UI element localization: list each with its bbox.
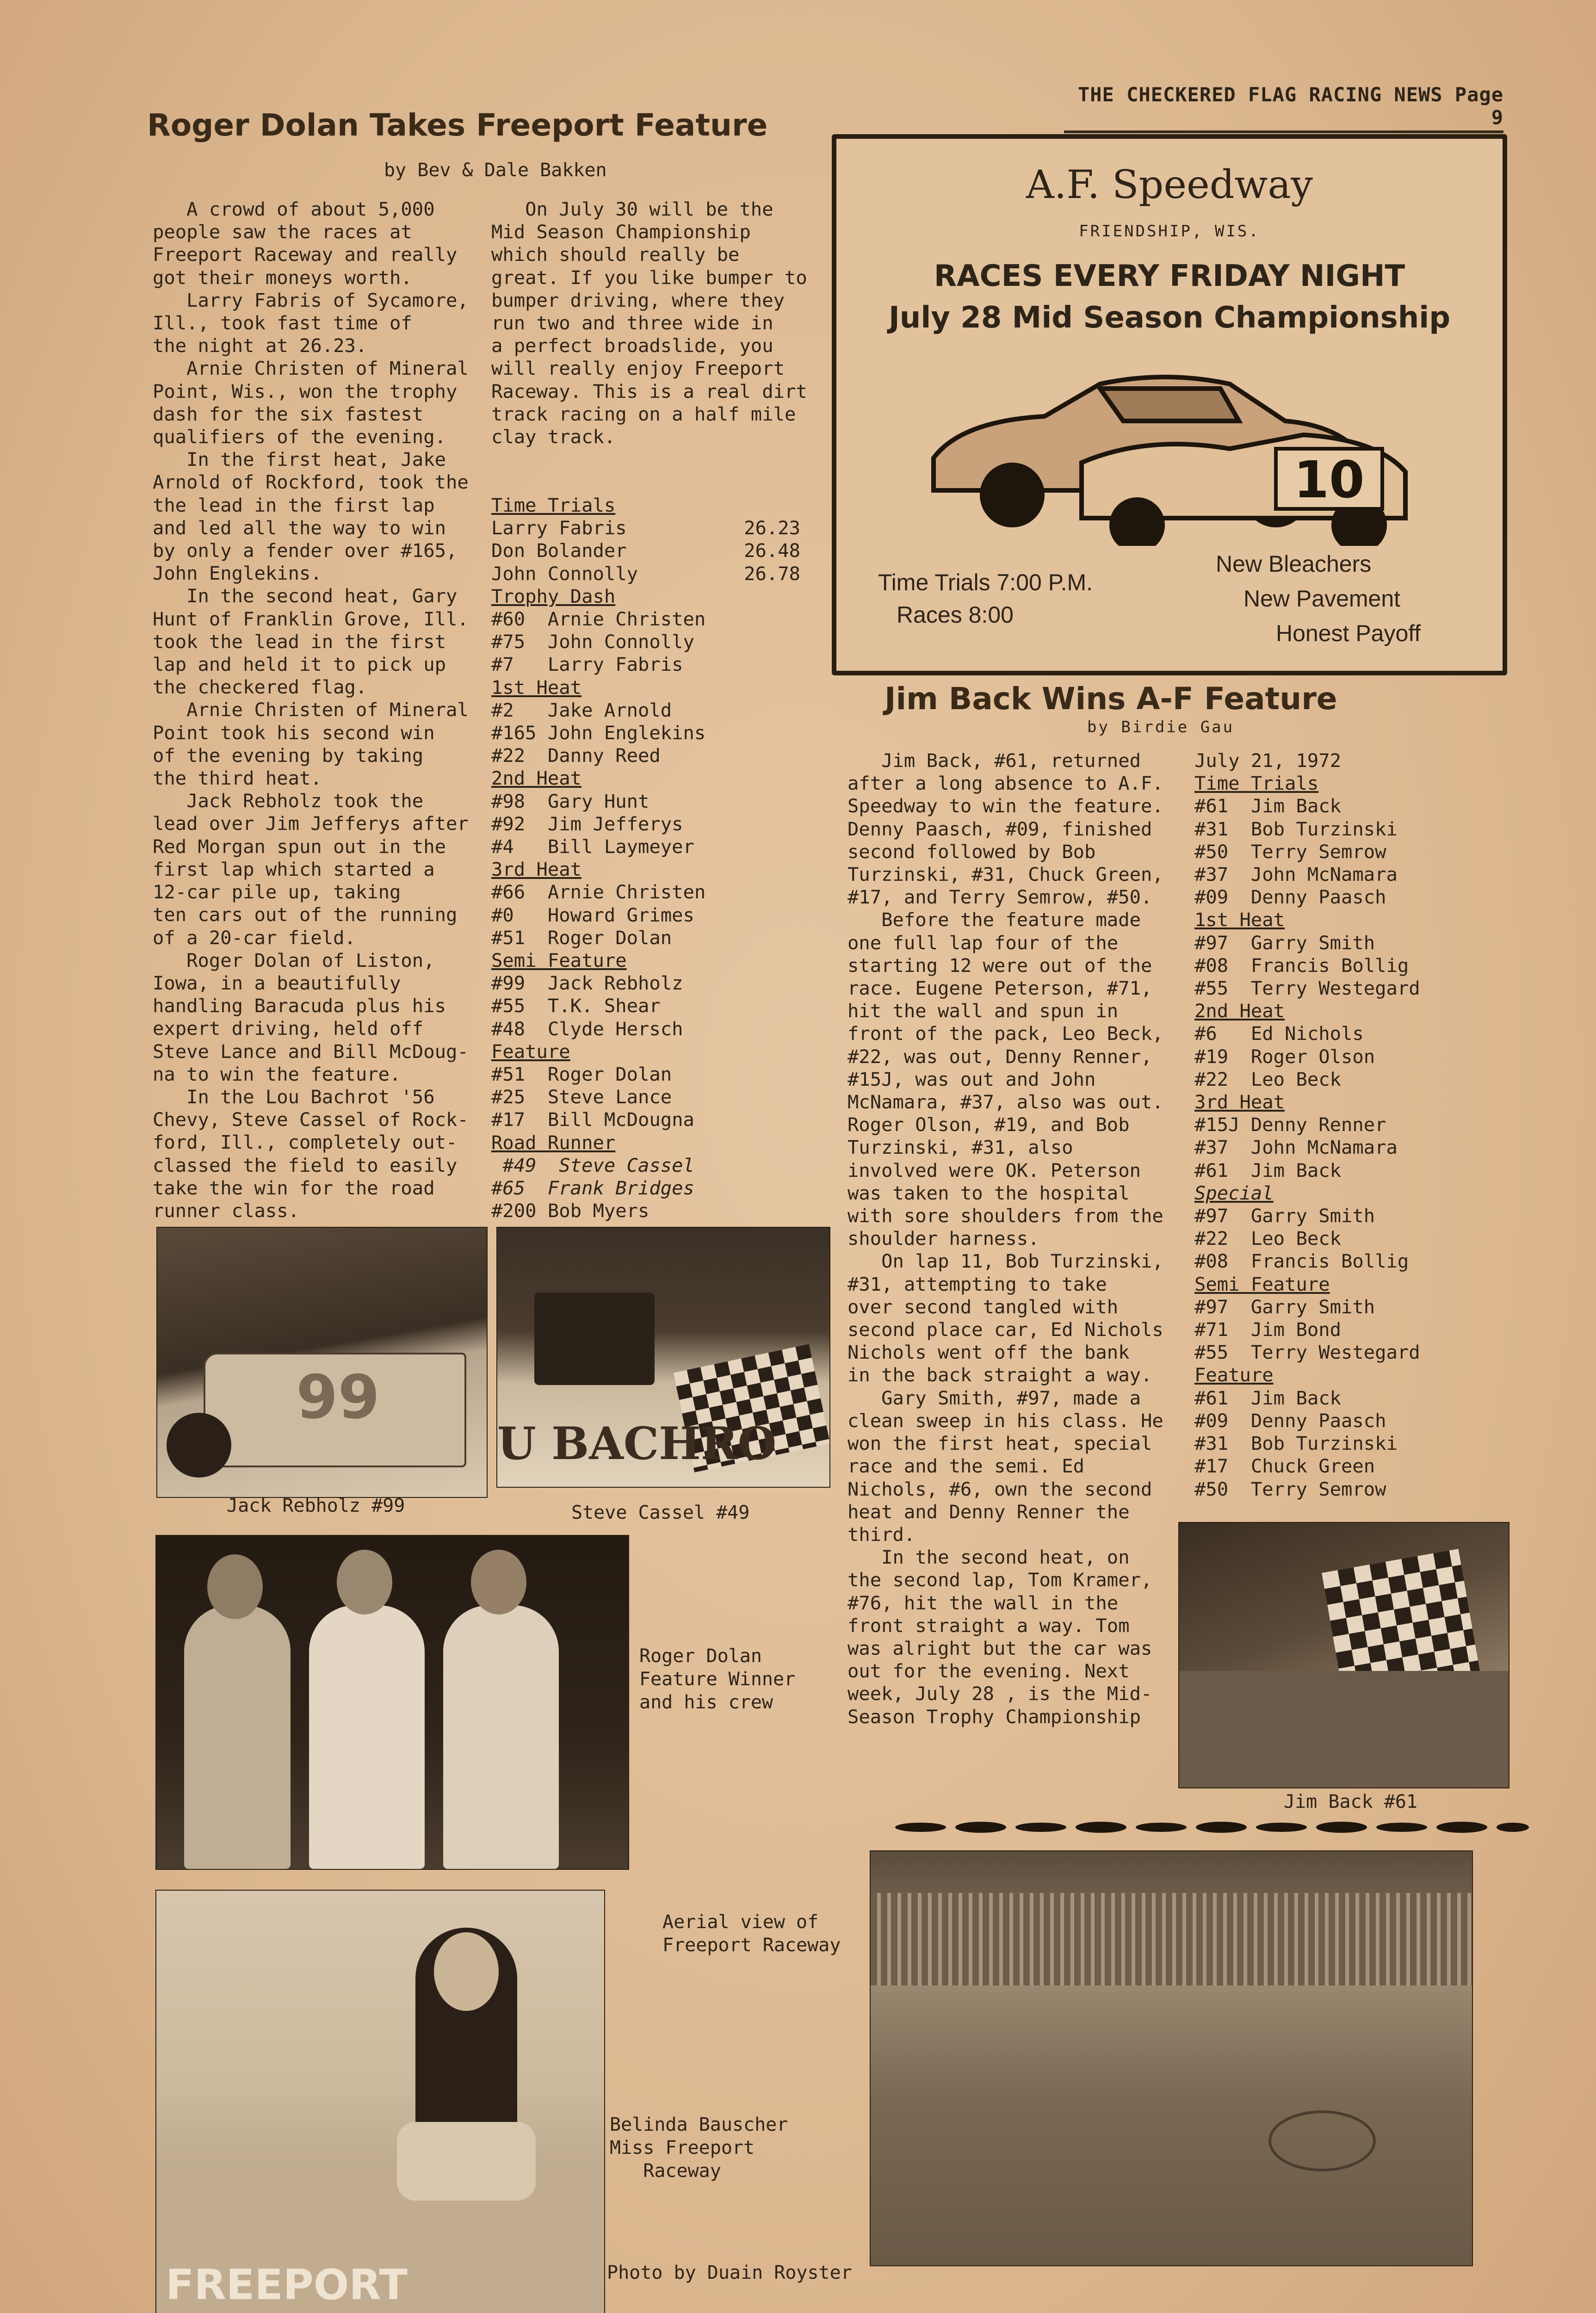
results-text: #50 Terry Semrow xyxy=(1194,840,1386,863)
results-row xyxy=(1194,1227,1500,1250)
text-line: Arnold of Rockford, took the xyxy=(153,471,469,494)
results-text: #50 Terry Semrow xyxy=(1194,1478,1386,1500)
pace-car-freeport-text: FREEPORT xyxy=(166,2261,408,2309)
text-line: and led all the way to win xyxy=(153,516,446,539)
results-text: Time Trials xyxy=(1194,772,1319,795)
results-time: 26.78 xyxy=(744,562,800,585)
results-row xyxy=(491,1108,800,1131)
results-heading xyxy=(1194,1364,1500,1386)
results-row xyxy=(491,1177,800,1200)
text-line: dash for the six fastest xyxy=(153,402,424,425)
results-text: #66 Arnie Christen xyxy=(491,881,706,903)
results-text: #09 Denny Paasch xyxy=(1194,886,1386,909)
results-text: 1st Heat xyxy=(1194,909,1285,931)
text-line: Point took his second win xyxy=(153,721,435,744)
results-text: #25 Steve Lance xyxy=(491,1086,672,1108)
caption-jack-rebholz: Jack Rebholz #99 xyxy=(227,1495,405,1516)
caption-aerial-view: Aerial view of Freeport Raceway xyxy=(662,1911,841,1956)
text-line: Gary Smith, #97, made a xyxy=(847,1386,1141,1409)
results-text: Special xyxy=(1194,1181,1274,1204)
text-line: heat and Denny Renner the xyxy=(847,1500,1130,1523)
results-row xyxy=(1194,1455,1500,1478)
article2-byline: by Birdie Gau xyxy=(1087,718,1235,736)
article1-column1 xyxy=(153,198,469,1222)
results-heading xyxy=(491,676,800,699)
text-line: Before the feature made xyxy=(847,909,1141,931)
results-row xyxy=(491,653,800,676)
text-line: clean sweep in his class. He xyxy=(847,1409,1163,1432)
text-line: John Englekins. xyxy=(153,562,322,585)
results-text: #97 Garry Smith xyxy=(1194,1295,1375,1318)
results-row xyxy=(491,813,800,835)
results-heading xyxy=(1194,1000,1500,1022)
text-line: Larry Fabris of Sycamore, xyxy=(153,289,469,311)
text-line: week, July 28 , is the Mid- xyxy=(847,1682,1152,1705)
ad-new-pavement: New Pavement xyxy=(1243,586,1401,612)
results-time: 26.48 xyxy=(744,539,800,562)
results-row xyxy=(1194,1296,1500,1318)
results-row xyxy=(1194,954,1500,977)
text-line: bumper driving, where they xyxy=(491,289,785,311)
photo-credit: Photo by Duain Royster xyxy=(607,2262,852,2283)
results-text: 3rd Heat xyxy=(1194,1091,1285,1113)
freeport-results xyxy=(491,494,800,1223)
text-line: On July 30 will be the xyxy=(491,198,773,220)
results-text: #51 Roger Dolan xyxy=(491,1063,672,1086)
results-row xyxy=(1194,818,1500,841)
text-line: In the first heat, Jake xyxy=(153,448,446,471)
text-line: qualifiers of the evening. xyxy=(153,426,446,448)
results-text: #08 Francis Bollig xyxy=(1194,1250,1409,1273)
results-text: #22 Leo Beck xyxy=(1194,1227,1341,1250)
text-line: In the second heat, on xyxy=(847,1546,1130,1569)
results-row xyxy=(491,699,800,722)
text-line: by only a fender over #165, xyxy=(153,539,458,562)
results-row xyxy=(1194,1432,1500,1455)
results-text: #55 Terry Westegard xyxy=(1194,1341,1420,1364)
results-text: 2nd Heat xyxy=(491,767,582,790)
results-row xyxy=(491,881,800,903)
results-text: July 21, 1972 xyxy=(1194,749,1341,772)
results-text: #71 Jim Bond xyxy=(1194,1318,1341,1341)
results-text: Road Runner xyxy=(491,1131,616,1154)
text-line: race. Eugene Peterson, #71, xyxy=(847,977,1152,1000)
text-line: was taken to the hospital xyxy=(847,1181,1130,1204)
results-row xyxy=(491,1063,800,1086)
results-heading xyxy=(491,767,800,790)
text-line: handling Baracuda plus his xyxy=(153,995,446,1017)
caption-jim-back: Jim Back #61 xyxy=(1284,1791,1417,1812)
text-line: #31, attempting to take xyxy=(847,1273,1107,1295)
results-heading xyxy=(1194,1273,1500,1296)
photo-jim-back xyxy=(1178,1522,1509,1788)
results-row xyxy=(1194,1387,1500,1410)
text-line: Hunt of Franklin Grove, Ill. xyxy=(153,607,469,630)
results-heading xyxy=(491,1040,800,1063)
results-row xyxy=(1194,1113,1500,1136)
text-line: On lap 11, Bob Turzinski, xyxy=(847,1250,1163,1273)
text-line: runner class. xyxy=(153,1199,299,1222)
text-line: out for the evening. Next xyxy=(847,1660,1130,1682)
text-line: the checkered flag. xyxy=(153,676,367,699)
results-heading xyxy=(1194,1091,1500,1113)
photo-jack-rebholz xyxy=(156,1227,488,1498)
text-line: Nichols went off the bank xyxy=(847,1341,1130,1364)
text-line: of a 20-car field. xyxy=(153,926,356,949)
results-row xyxy=(1194,886,1500,909)
results-row xyxy=(1194,795,1500,817)
text-line: in the back straight a way. xyxy=(847,1364,1152,1386)
results-text: John Connolly xyxy=(491,562,638,585)
text-line: with sore shoulders from the xyxy=(847,1205,1163,1227)
results-row xyxy=(1194,863,1500,886)
results-row xyxy=(491,1200,800,1222)
results-heading xyxy=(491,949,800,972)
ad-mid-season: July 28 Mid Season Championship xyxy=(888,301,1451,335)
results-text: #51 Roger Dolan xyxy=(491,926,672,949)
results-text: 3rd Heat xyxy=(491,858,582,881)
results-text: 2nd Heat xyxy=(1194,1000,1285,1022)
results-text: #98 Gary Hunt xyxy=(491,790,650,812)
article1-column2 xyxy=(491,198,807,448)
stock-car-illustration xyxy=(906,342,1438,546)
text-line: race and the semi. Ed xyxy=(847,1455,1085,1478)
photo-belinda-bauscher xyxy=(155,1890,605,2313)
results-row xyxy=(1194,1136,1500,1159)
text-line: Chevy, Steve Cassel of Rock- xyxy=(153,1108,469,1131)
text-line: the night at 26.23. xyxy=(153,334,367,357)
results-text: Feature xyxy=(1194,1364,1274,1386)
text-line: Denny Paasch, #09, finished xyxy=(847,817,1152,840)
results-row xyxy=(491,539,800,562)
results-text: #22 Danny Reed xyxy=(491,744,661,767)
results-text: #7 Larry Fabris xyxy=(491,653,683,676)
text-line: got their moneys worth. xyxy=(153,266,412,289)
results-row xyxy=(1194,1205,1500,1227)
results-row xyxy=(491,517,800,539)
results-text: #97 Garry Smith xyxy=(1194,931,1375,954)
results-text: #55 T.K. Shear xyxy=(491,995,661,1017)
results-row xyxy=(491,904,800,927)
text-line: took the lead in the first xyxy=(153,630,446,653)
text-line: track racing on a half mile xyxy=(491,402,796,425)
text-line: clay track. xyxy=(491,426,616,448)
photo-roger-dolan-crew xyxy=(155,1535,629,1870)
text-line: front of the pack, Leo Beck, xyxy=(847,1022,1163,1045)
results-text: Semi Feature xyxy=(1194,1273,1330,1295)
results-row xyxy=(491,563,800,585)
text-line: after a long absence to A.F. xyxy=(847,772,1163,795)
text-line: na to win the feature. xyxy=(153,1063,401,1085)
text-line: second followed by Bob xyxy=(847,840,1096,863)
results-heading xyxy=(1194,772,1500,795)
text-line: #22, was out, Denny Renner, xyxy=(847,1045,1152,1068)
text-line: Iowa, in a beautifully xyxy=(153,971,401,994)
results-row xyxy=(491,972,800,995)
page-header: THE CHECKERED FLAG RACING NEWS Page 9 xyxy=(1064,83,1503,133)
results-text: #19 Roger Olson xyxy=(1194,1045,1375,1068)
results-text: Semi Feature xyxy=(491,949,627,972)
text-line: one full lap four of the xyxy=(847,931,1119,954)
text-line: involved were OK. Peterson xyxy=(847,1159,1141,1181)
text-line: Turzinski, #31, Chuck Green, xyxy=(847,863,1163,886)
results-text: #99 Jack Rebholz xyxy=(491,972,683,995)
results-text: #92 Jim Jefferys xyxy=(491,812,683,835)
car-99-number: 99 xyxy=(296,1362,380,1432)
text-line: classed the field to easily xyxy=(153,1154,458,1176)
text-line: ford, Ill., completely out- xyxy=(153,1131,458,1154)
af-speedway-ad xyxy=(832,134,1507,675)
results-row xyxy=(491,1086,800,1108)
results-row xyxy=(491,608,800,631)
photo-steve-cassel xyxy=(496,1227,830,1488)
results-row xyxy=(1194,977,1500,1000)
results-text: Feature xyxy=(491,1040,570,1063)
text-line: #76, hit the wall in the xyxy=(847,1591,1119,1614)
results-row xyxy=(491,631,800,653)
text-line: In the second heat, Gary xyxy=(153,585,458,607)
ad-new-bleachers: New Bleachers xyxy=(1216,551,1372,577)
ad-honest-payoff: Honest Payoff xyxy=(1276,620,1421,646)
caption-roger-dolan: Roger Dolan Feature Winner and his crew xyxy=(639,1645,796,1713)
bachrot-door-text: U BACHRO xyxy=(497,1417,777,1470)
ad-races-time: Races 8:00 xyxy=(897,602,1014,628)
results-row xyxy=(491,995,800,1017)
results-text: #165 John Englekins xyxy=(491,722,706,744)
results-text: #48 Clyde Hersch xyxy=(491,1017,683,1040)
text-line: shoulder harness. xyxy=(847,1227,1039,1250)
results-text: #09 Denny Paasch xyxy=(1194,1409,1386,1432)
text-line: which should really be xyxy=(491,243,740,266)
results-text: #6 Ed Nichols xyxy=(1194,1022,1364,1045)
text-line: A crowd of about 5,000 xyxy=(153,198,435,220)
text-line: ten cars out of the running xyxy=(153,903,458,926)
text-line: Roger Dolan of Liston, xyxy=(153,949,435,971)
results-heading xyxy=(491,858,800,881)
text-line: #15J, was out and John xyxy=(847,1068,1096,1090)
text-line: the third heat. xyxy=(153,767,322,790)
results-row xyxy=(491,1154,800,1177)
results-text: #15J Denny Renner xyxy=(1194,1113,1386,1136)
text-line: will really enjoy Freeport xyxy=(491,357,785,380)
text-line: Freeport Raceway and really xyxy=(153,243,458,266)
af-speedway-results xyxy=(1194,749,1500,1501)
text-line: the second lap, Tom Kramer, xyxy=(847,1569,1152,1591)
text-line: run two and three wide in xyxy=(491,312,773,334)
results-text: #4 Bill Laymeyer xyxy=(491,835,694,858)
results-row xyxy=(1194,1318,1500,1341)
ad-races-every-friday: RACES EVERY FRIDAY NIGHT xyxy=(934,259,1405,293)
text-line: a perfect broadslide, you xyxy=(491,334,773,357)
text-line: won the first heat, special xyxy=(847,1432,1152,1455)
text-line: front straight a way. Tom xyxy=(847,1614,1130,1637)
results-row xyxy=(491,722,800,744)
text-line: was alright but the car was xyxy=(847,1637,1152,1659)
results-text: 1st Heat xyxy=(491,676,582,699)
text-line: lap and held it to pick up xyxy=(153,653,446,676)
caption-steve-cassel: Steve Cassel #49 xyxy=(571,1502,750,1523)
text-line: #17, and Terry Semrow, #50. xyxy=(847,886,1152,909)
results-row xyxy=(1194,932,1500,954)
decorative-divider xyxy=(893,1813,1531,1841)
ad-location: FRIENDSHIP, WIS. xyxy=(1079,222,1260,241)
photo-aerial-freeport-raceway xyxy=(870,1850,1473,2266)
text-line: Turzinski, #31, also xyxy=(847,1136,1073,1159)
results-row xyxy=(1194,749,1500,772)
text-line: starting 12 were out of the xyxy=(847,954,1152,977)
text-line: third. xyxy=(847,1523,916,1546)
results-row xyxy=(1194,1022,1500,1045)
text-line: expert driving, held off xyxy=(153,1017,424,1040)
text-line: Jack Rebholz took the xyxy=(153,790,424,812)
text-line: great. If you like bumper to xyxy=(491,266,807,289)
ad-time-trials: Time Trials 7:00 P.M. xyxy=(878,569,1093,595)
results-text: #97 Garry Smith xyxy=(1194,1205,1375,1227)
text-line: Season Trophy Championship xyxy=(847,1705,1141,1728)
results-text: Time Trials xyxy=(491,494,616,516)
results-text: #61 Jim Back xyxy=(1194,1386,1341,1409)
results-text: #08 Francis Bollig xyxy=(1194,954,1409,977)
article2-column1 xyxy=(847,749,1163,1728)
results-row xyxy=(491,790,800,813)
text-line: Nichols, #6, own the second xyxy=(847,1478,1152,1500)
text-line: hit the wall and spun in xyxy=(847,1000,1119,1022)
results-text: Larry Fabris xyxy=(491,517,627,539)
results-text: #49 Steve Cassel xyxy=(491,1154,694,1176)
results-row xyxy=(491,835,800,858)
results-text: #37 John McNamara xyxy=(1194,1136,1398,1159)
results-heading xyxy=(491,1132,800,1154)
text-line: Red Morgan spun out in the xyxy=(153,835,446,858)
results-row xyxy=(1194,1159,1500,1182)
text-line: the lead in the first lap xyxy=(153,494,435,516)
results-row xyxy=(1194,1410,1500,1432)
results-text: #31 Bob Turzinski xyxy=(1194,1432,1398,1455)
results-text: #37 John McNamara xyxy=(1194,863,1398,886)
results-text: #2 Jake Arnold xyxy=(491,699,672,721)
text-line: Roger Olson, #19, and Bob xyxy=(847,1113,1130,1136)
text-line: Ill., took fast time of xyxy=(153,312,412,334)
results-row xyxy=(1194,1045,1500,1068)
text-line: Jim Back, #61, returned xyxy=(847,749,1141,772)
results-row xyxy=(1194,1250,1500,1273)
results-text: #17 Chuck Green xyxy=(1194,1455,1375,1478)
results-row xyxy=(491,1018,800,1040)
results-text: #31 Bob Turzinski xyxy=(1194,817,1398,840)
text-line: In the Lou Bachrot '56 xyxy=(153,1085,435,1108)
results-time: 26.23 xyxy=(744,517,800,539)
results-row xyxy=(1194,1341,1500,1364)
results-text: #75 John Connolly xyxy=(491,631,694,653)
text-line: Arnie Christen of Mineral xyxy=(153,357,469,380)
text-line: second place car, Ed Nichols xyxy=(847,1318,1163,1341)
results-heading xyxy=(1194,909,1500,931)
results-heading xyxy=(491,585,800,608)
text-line: Mid Season Championship xyxy=(491,221,751,243)
results-text: #17 Bill McDougna xyxy=(491,1108,694,1131)
results-text: #55 Terry Westegard xyxy=(1194,977,1420,1000)
text-line: first lap which started a xyxy=(153,858,435,880)
text-line: 12-car pile up, taking xyxy=(153,881,401,903)
text-line: take the win for the road xyxy=(153,1176,435,1199)
article1-byline: by Bev & Dale Bakken xyxy=(384,160,607,181)
results-row xyxy=(491,927,800,949)
results-heading xyxy=(491,494,800,517)
text-line: Point, Wis., won the trophy xyxy=(153,380,458,402)
text-line: of the evening by taking xyxy=(153,744,424,767)
results-text: Trophy Dash xyxy=(491,585,616,607)
results-text: #61 Jim Back xyxy=(1194,795,1341,817)
results-text: #61 Jim Back xyxy=(1194,1159,1341,1181)
article1-headline: Roger Dolan Takes Freeport Feature xyxy=(147,107,768,143)
text-line: McNamara, #37, also was out. xyxy=(847,1091,1163,1113)
results-text: #60 Arnie Christen xyxy=(491,608,706,631)
car-number-ten: 10 xyxy=(1293,450,1365,509)
text-line: Steve Lance and Bill McDoug- xyxy=(153,1040,469,1063)
text-line: Speedway to win the feature. xyxy=(847,795,1163,817)
text-line: people saw the races at xyxy=(153,221,412,243)
results-text: #65 Frank Bridges xyxy=(491,1177,694,1200)
text-line: Arnie Christen of Mineral xyxy=(153,699,469,721)
text-line: over second tangled with xyxy=(847,1295,1119,1318)
article2-headline: Jim Back Wins A-F Feature xyxy=(885,681,1337,717)
ad-title: A.F. Speedway xyxy=(1026,162,1313,207)
results-text: #22 Leo Beck xyxy=(1194,1068,1341,1090)
results-row xyxy=(1194,1068,1500,1091)
caption-belinda: Belinda Bauscher Miss Freeport Raceway xyxy=(610,2114,788,2182)
text-line: lead over Jim Jefferys after xyxy=(153,812,469,835)
results-text: #200 Bob Myers xyxy=(491,1200,650,1222)
text-line: Raceway. This is a real dirt xyxy=(491,380,807,402)
results-text: Don Bolander xyxy=(491,539,627,562)
results-row xyxy=(491,744,800,767)
results-row xyxy=(1194,841,1500,863)
results-row xyxy=(1194,1478,1500,1501)
results-heading xyxy=(1194,1182,1500,1205)
results-text: #0 Howard Grimes xyxy=(491,903,694,926)
